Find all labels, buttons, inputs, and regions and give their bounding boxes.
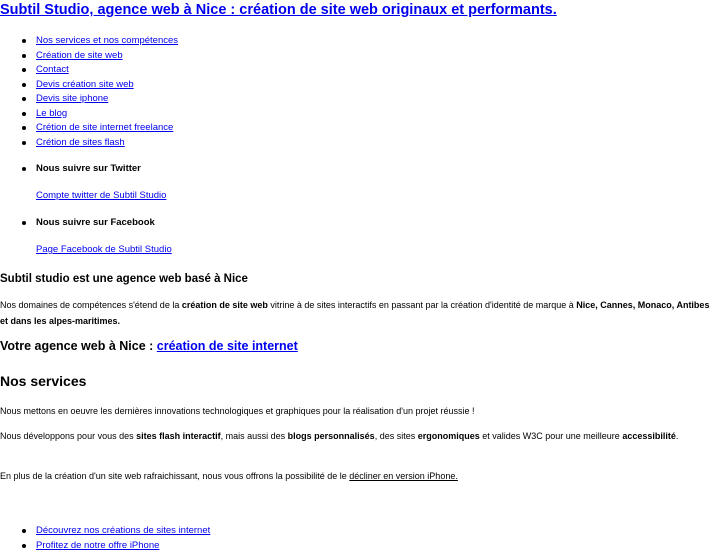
services-text-iphone: En plus de la création d'un site web rafraichissant, nous vous offrons la possibilité de le [0, 471, 349, 481]
intro-text-a: Nos domaines de compétences s'étend de la [0, 300, 182, 310]
iphone-offer-link[interactable]: Profitez de notre offre iPhone [36, 540, 159, 551]
bottom-item-iphone [0, 539, 727, 553]
intro-heading: Subtil studio est une agence web basé à Nice [0, 272, 248, 287]
services-text-i: . [676, 431, 679, 441]
nav-link-contact[interactable]: Contact [36, 64, 69, 75]
creations-link[interactable]: Découvrez nos créations de sites internet [36, 525, 210, 536]
services-text-a: Nous développons pour vous des [0, 431, 136, 441]
agency-heading-text: Votre agence web à Nice : [0, 339, 157, 353]
services-strong-flash: sites flash interactif [136, 431, 221, 441]
services-strong-access: accessibilité [622, 431, 676, 441]
intro-strong-creation: création de site web [182, 300, 268, 310]
bottom-links [0, 524, 727, 553]
nav-link-services[interactable]: Nos services et nos compétences [36, 35, 178, 46]
services-strong-ergo: ergonomiques [418, 431, 480, 441]
nav-link-creation[interactable]: Création de site web [36, 50, 123, 61]
nav-item-services [0, 34, 727, 49]
iphone-version-link[interactable]: décliner en version iPhone. [349, 471, 458, 481]
nav-item-flash [0, 136, 727, 151]
nav-item-devis [0, 78, 727, 93]
page-title-link[interactable]: Subtil Studio, agence web à Nice : création de site web originaux et performants. [0, 2, 557, 18]
nav-link-devis[interactable]: Devis création site web [36, 79, 134, 90]
nav-item-contact [0, 63, 727, 78]
nav-link-devis-iphone[interactable]: Devis site iphone [36, 93, 108, 104]
intro-text-c: vitrine à de sites interactifs en passant par la création d'identité de marque à [268, 300, 576, 310]
services-text-e: , des sites [375, 431, 418, 441]
nav-link-blog[interactable]: Le blog [36, 108, 67, 119]
services-text-c: , mais aussi des [221, 431, 288, 441]
facebook-heading: Nous suivre sur Facebook [0, 216, 727, 230]
twitter-link[interactable]: Compte twitter de Subtil Studio [36, 189, 166, 203]
services-heading: Nos services [0, 372, 86, 390]
main-nav [0, 34, 727, 150]
facebook-link[interactable]: Page Facebook de Subtil Studio [36, 243, 172, 257]
services-strong-blogs: blogs personnalisés [288, 431, 375, 441]
agency-heading [0, 339, 298, 354]
services-text-g: et valides W3C pour une meilleure [480, 431, 623, 441]
nav-link-flash[interactable]: Crétion de sites flash [36, 137, 125, 148]
nav-item-devis-iphone [0, 92, 727, 107]
intro-paragraph [0, 298, 715, 329]
bottom-item-creations [0, 524, 727, 539]
page-title[interactable] [0, 0, 557, 20]
services-paragraph-1: Nous mettons en oeuvre les dernières innovations technologiques et graphiques pour la réalisation d'un projet réussie ! [0, 404, 715, 420]
nav-item-freelance [0, 121, 727, 136]
services-paragraph-3 [0, 469, 715, 485]
twitter-heading: Nous suivre sur Twitter [0, 162, 727, 176]
nav-item-creation [0, 49, 727, 64]
nav-item-blog [0, 107, 727, 122]
intro-strong-cities: Nice, Cannes, Monaco, Antibes et dans les alpes-maritimes. [0, 300, 709, 326]
nav-link-freelance[interactable]: Crétion de site internet freelance [36, 122, 173, 133]
agency-heading-link[interactable]: création de site internet [157, 339, 298, 353]
services-paragraph-2 [0, 429, 715, 445]
